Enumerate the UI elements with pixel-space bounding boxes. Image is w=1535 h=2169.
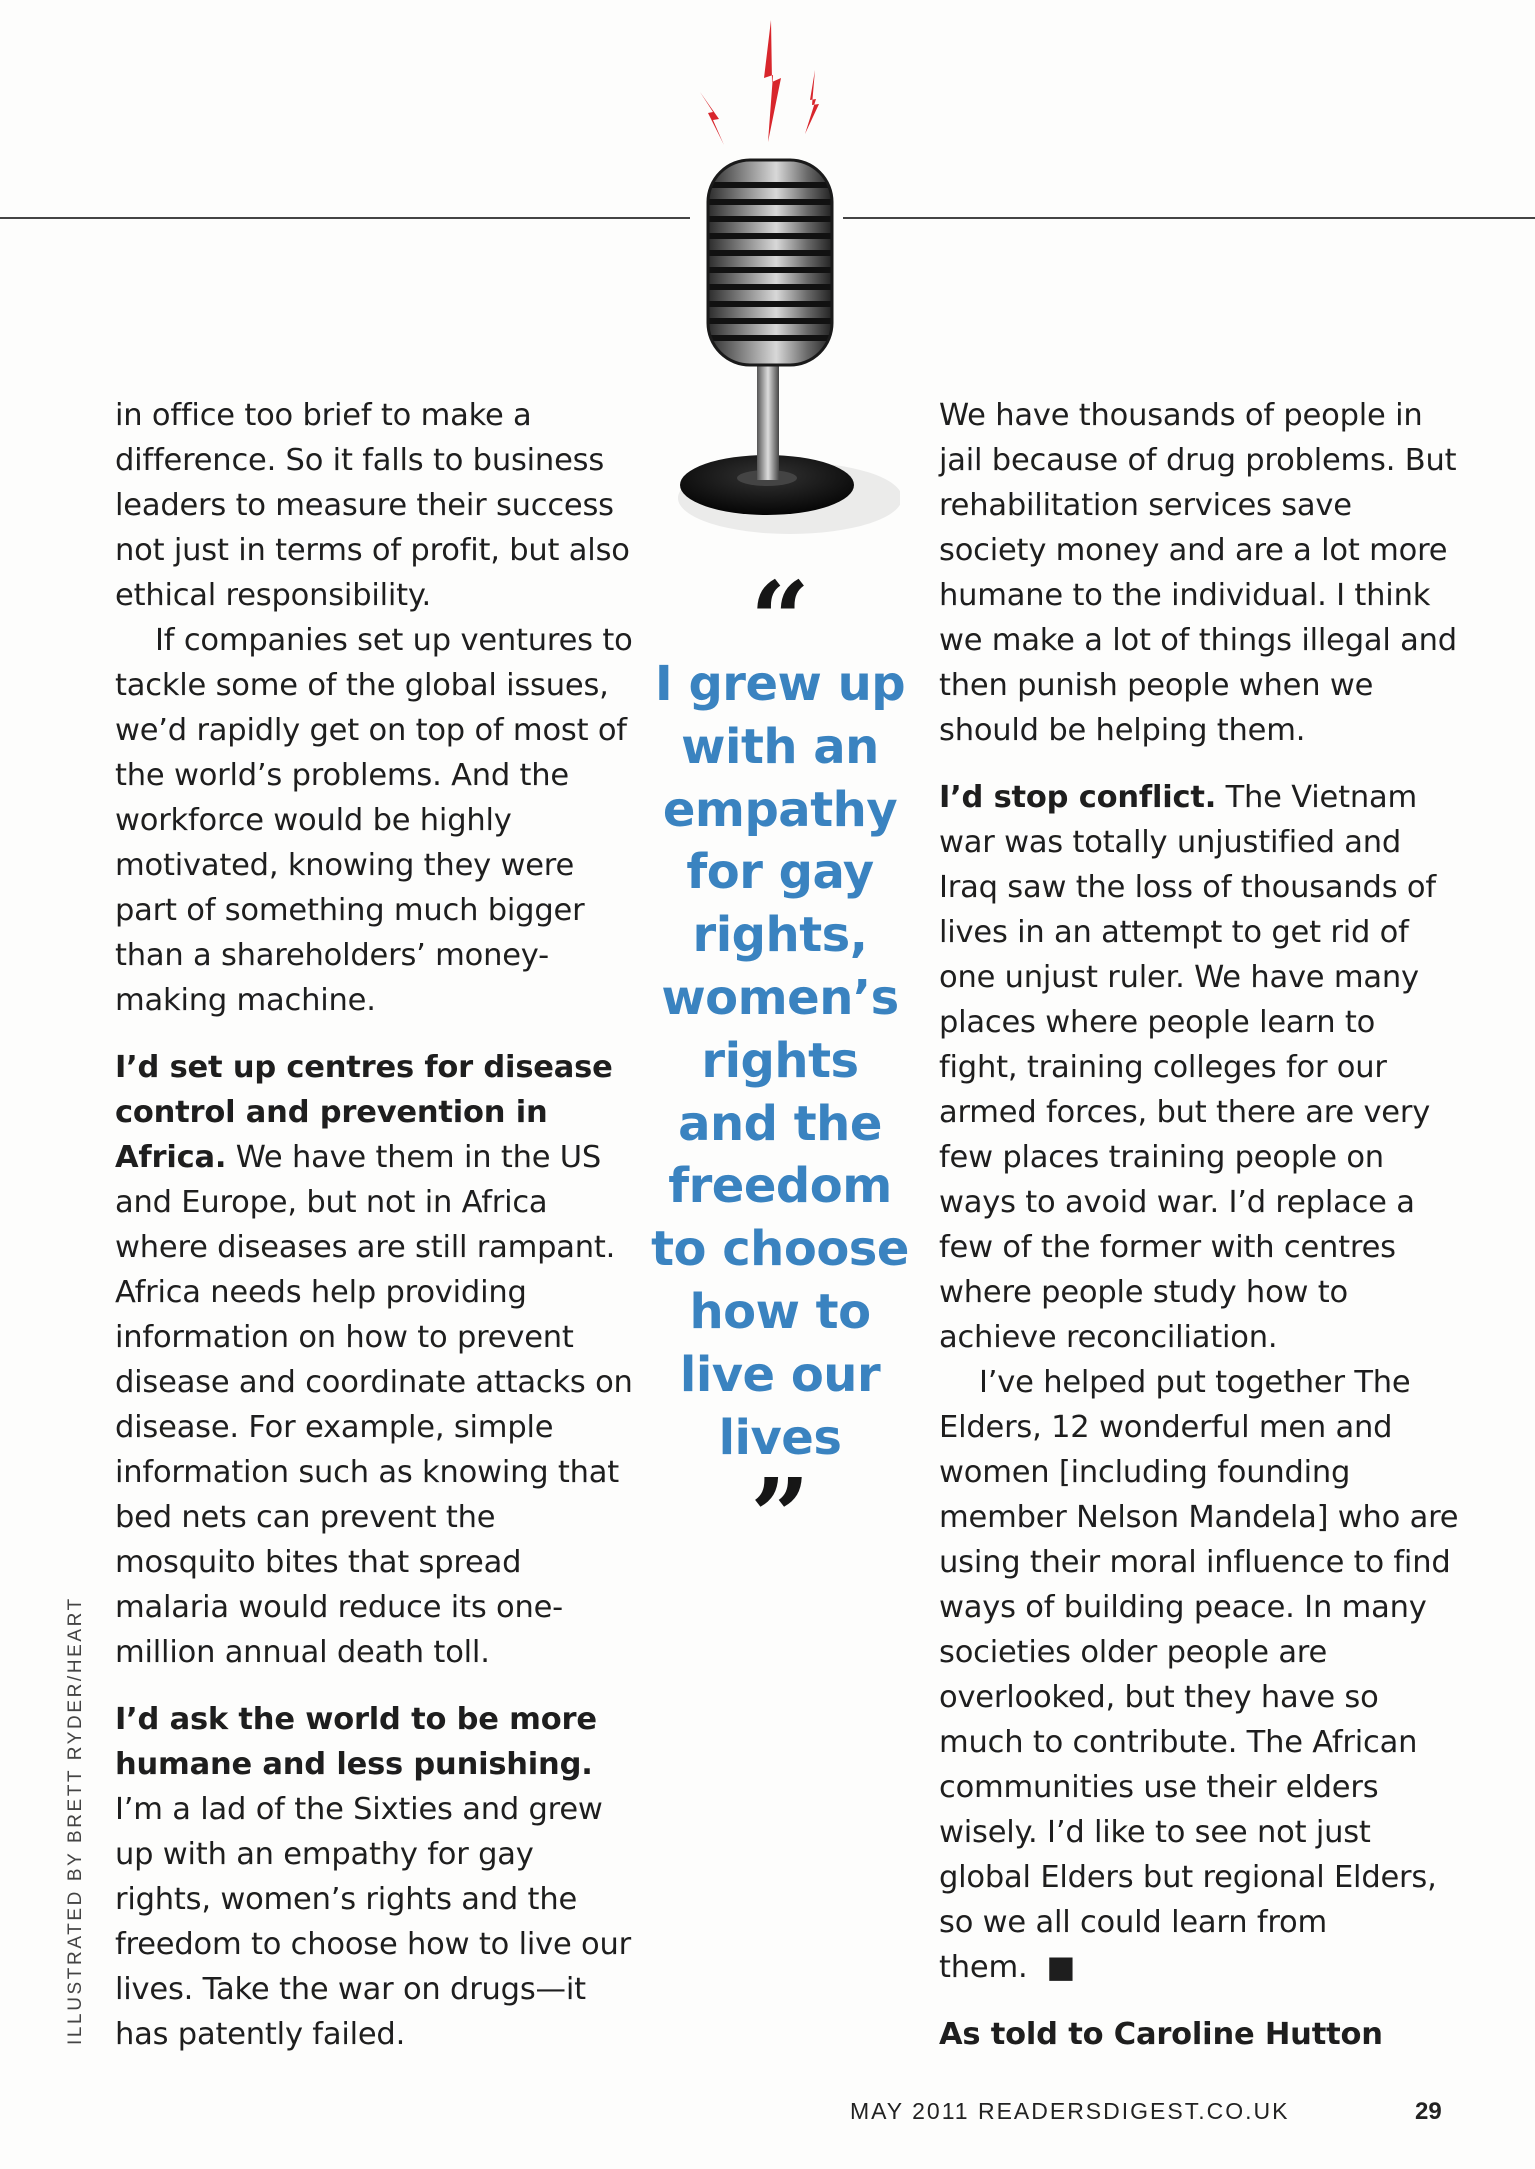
pull-quote-line: rights xyxy=(701,1032,859,1089)
pull-quote-line: freedom xyxy=(668,1158,892,1215)
footer-issue-and-site: MAY 2011 READERSDIGEST.CO.UK xyxy=(850,2098,1290,2124)
article-column-left xyxy=(115,393,635,2057)
paragraph: If companies set up ventures to tackle some of the global issues, we’d rapidly get on top of most of the world’s problems. And the workforce would be highly motivated, knowing they were part of something much bigger than a shareholders’ money-making machine. xyxy=(115,623,633,1018)
pull-quote xyxy=(640,653,920,1469)
pull-quote-line: rights, xyxy=(692,907,868,964)
byline xyxy=(939,2012,1459,2057)
paragraph-body: We have them in the US and Europe, but not in Africa where diseases are still rampant. Africa needs help providing information on how to prevent disease and coordinate attacks on disease. For example, simple information such as knowing that bed nets can prevent the mosquito bites that spread malaria would reduce its one-million annual death toll. xyxy=(115,1140,633,1670)
paragraph-body: I’m a lad of the Sixties and grew up with an empathy for gay rights, women’s rights and the freedom to choose how to live our lives. Take the war on drugs—it has patently failed. xyxy=(115,1792,631,2052)
paragraph-with-heading xyxy=(115,1697,635,2057)
pull-quote-line: I grew up xyxy=(654,656,906,712)
end-mark-icon: ■ xyxy=(1046,1950,1076,1985)
pull-quote-line: with an xyxy=(681,718,879,775)
pull-quote-line: empathy xyxy=(662,781,898,838)
byline-text: As told to Caroline Hutton xyxy=(939,2017,1383,2052)
paragraph-with-end-mark xyxy=(939,1360,1459,1990)
pull-quote-line: to choose xyxy=(651,1221,909,1278)
top-rule-right xyxy=(843,217,1535,219)
microphone-illustration xyxy=(640,20,900,550)
article-column-right xyxy=(939,393,1459,2057)
top-rule-left xyxy=(0,217,690,219)
paragraph: We have thousands of people in jail because of drug problems. But rehabilitation services save society money and are a lot more humane to the individual. I think we make a lot of things illegal and then punish people when we should be helping them. xyxy=(939,398,1457,748)
pull-quote-line: for gay xyxy=(686,844,874,901)
paragraph-with-heading xyxy=(115,1045,635,1675)
page-number: 29 xyxy=(1415,2098,1442,2125)
paragraph-with-heading xyxy=(939,775,1459,1360)
lightning-bolt-icon xyxy=(700,20,819,145)
paragraph-body: I’ve helped put together The Elders, 12 wonderful men and women [including founding member Nelson Mandela] who are using their moral influence to find ways of building peace. In many societies older people are overlooked, but they have so much to contribute. The African communities use their elders wisely. I’d like to see not just global Elders but regional Elders, so we all could learn from them. xyxy=(939,1365,1459,1985)
run-in-heading: I’d ask the world to be more humane and less punishing. xyxy=(115,1702,597,1782)
close-quote-mark: ” xyxy=(750,1455,810,1578)
pull-quote-line: how to xyxy=(689,1283,871,1340)
open-quote-mark: “ xyxy=(750,558,810,681)
illustration-credit: ILLUSTRATED BY BRETT RYDER/HEART xyxy=(65,1596,86,2045)
paragraph: in office too brief to make a difference. So it falls to business leaders to measure their success not just in terms of profit, but also ethical responsibility. xyxy=(115,398,630,613)
pull-quote-line: lives xyxy=(718,1409,842,1466)
pull-quote-line: and the xyxy=(678,1095,882,1152)
pull-quote-line: live our xyxy=(679,1346,881,1403)
run-in-heading: I’d set up centres for disease control and prevention in Africa. xyxy=(115,1050,613,1175)
pull-quote-line: women’s xyxy=(661,969,899,1026)
paragraph-body: The Vietnam war was totally unjustified and Iraq saw the loss of thousands of lives in an attempt to get rid of one unjust ruler. We have many places where people learn to fight, training colleges for our armed forces, but there are very few places training people on ways to avoid war. I’d replace a few of the former with centres where people study how to achieve reconciliation. xyxy=(939,780,1436,1355)
run-in-heading: I’d stop conflict. xyxy=(939,780,1217,815)
